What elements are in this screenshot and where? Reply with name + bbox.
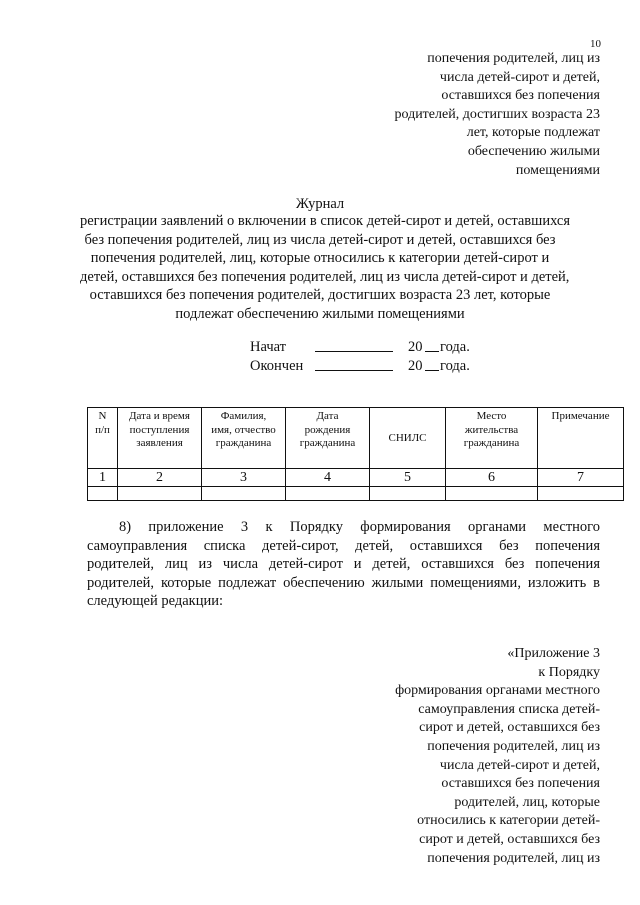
started-date-blank bbox=[315, 351, 393, 352]
header-line: родителей, достигших возраста 23 bbox=[394, 106, 600, 122]
header-line: «Приложение 3 bbox=[507, 646, 600, 661]
table-cell bbox=[286, 487, 370, 501]
table-cell bbox=[88, 487, 118, 501]
header-cell bbox=[286, 408, 370, 469]
header-text: гражданина bbox=[215, 437, 272, 449]
finished-year-blank bbox=[425, 370, 439, 371]
table-cell bbox=[202, 487, 286, 501]
paragraph-line: 8) приложение 3 к Порядку формирования органами местного bbox=[119, 519, 600, 535]
subtitle-line: регистрации заявлений о включении в список детей-сирот и детей, оставшихся bbox=[80, 213, 571, 229]
header-line: попечения родителей, лиц из bbox=[427, 850, 600, 866]
header-line: родителей, лиц, которые bbox=[454, 794, 600, 810]
finished-label: Окончен bbox=[250, 357, 304, 374]
table-cell: 6 bbox=[446, 469, 538, 487]
table-cell: 1 bbox=[88, 469, 118, 487]
paragraph-line: самоуправления списка детей-сирот, детей, оставшихся без попечения bbox=[87, 537, 600, 554]
table-cell bbox=[118, 487, 202, 501]
table-header-row bbox=[88, 408, 624, 469]
header-line: числа детей-сирот и детей, bbox=[439, 757, 600, 773]
header-line: сирот и детей, оставшихся без bbox=[419, 831, 600, 847]
finished-date-blank bbox=[315, 370, 393, 371]
paragraph-line: родителей, лиц из числа детей-сирот и детей, оставшихся без попечения bbox=[87, 556, 600, 572]
table-cell bbox=[538, 487, 624, 501]
table-cell bbox=[370, 487, 446, 501]
header-cell bbox=[370, 408, 446, 469]
subtitle-line: детей, оставшихся без попечения родителей, лиц из числа детей-сирот и детей, bbox=[80, 268, 570, 285]
table-cell: 2 bbox=[118, 469, 202, 487]
table-cell bbox=[446, 487, 538, 501]
table-cell: 5 bbox=[370, 469, 446, 487]
amendment-paragraph bbox=[87, 518, 600, 611]
header-text: рождения bbox=[304, 423, 351, 436]
table-numbering-row bbox=[88, 469, 624, 487]
table-cell: 4 bbox=[286, 469, 370, 487]
header-line: обеспечению жилыми bbox=[467, 143, 600, 159]
header-line: оставшихся без попечения bbox=[441, 776, 600, 792]
header-line: относились к категории детей- bbox=[417, 813, 600, 829]
header-cell bbox=[202, 408, 286, 469]
table-row bbox=[88, 487, 624, 501]
header-cell bbox=[446, 408, 538, 469]
header-text: СНИЛС bbox=[388, 432, 427, 445]
header-text: гражданина bbox=[463, 437, 520, 449]
journal-subtitle bbox=[80, 212, 571, 324]
started-year-blank bbox=[425, 351, 439, 352]
header-line: оставшихся без попечения bbox=[441, 88, 600, 104]
header-text: Дата и время bbox=[129, 410, 190, 422]
appendix-header-continuation bbox=[394, 50, 600, 180]
table-cell: 7 bbox=[538, 469, 624, 487]
finished-year-prefix: 20 bbox=[408, 357, 423, 374]
header-text: жительства bbox=[464, 423, 519, 436]
header-text: гражданина bbox=[299, 437, 356, 449]
header-text: Примечание bbox=[551, 410, 610, 422]
paragraph-line: следующей редакции: bbox=[87, 593, 224, 609]
subtitle-line: оставшихся без попечения родителей, достигших возраста 23 лет, которые bbox=[89, 287, 551, 304]
header-text: Фамилия, bbox=[220, 410, 267, 422]
subtitle-line: попечения родителей, лиц, которые относились к категории детей-сирот и bbox=[90, 250, 550, 267]
table-cell: 3 bbox=[202, 469, 286, 487]
finished-year-suffix: года. bbox=[440, 357, 470, 374]
header-text: Место bbox=[476, 410, 507, 422]
header-line: числа детей-сирот и детей, bbox=[439, 69, 600, 85]
header-line: попечения родителей, лиц из bbox=[427, 51, 600, 66]
appendix-3-header bbox=[395, 645, 600, 868]
header-text: п/п bbox=[95, 423, 110, 436]
header-text: имя, отчество bbox=[211, 423, 276, 436]
header-text: N bbox=[98, 410, 107, 422]
header-text: заявления bbox=[136, 437, 183, 449]
page-number: 10 bbox=[590, 38, 601, 50]
header-line: самоуправления списка детей- bbox=[418, 701, 600, 717]
subtitle-line: без попечения родителей, лиц из числа детей-сирот и детей, оставшихся без bbox=[84, 231, 556, 248]
header-text: поступления bbox=[129, 423, 190, 436]
started-year-prefix: 20 bbox=[408, 339, 423, 355]
journal-title: Журнал bbox=[295, 196, 345, 212]
header-text: Дата bbox=[316, 410, 339, 422]
paragraph-line: родителей, которые подлежат обеспечению жилыми помещениями, изложить в bbox=[87, 574, 600, 591]
subtitle-line: подлежат обеспечению жилыми помещениями bbox=[175, 305, 465, 322]
header-cell bbox=[538, 408, 624, 469]
header-cell bbox=[118, 408, 202, 469]
header-line: сирот и детей, оставшихся без bbox=[419, 720, 600, 736]
journal-table bbox=[87, 407, 624, 501]
header-line: лет, которые подлежат bbox=[466, 125, 600, 141]
header-line: к Порядку bbox=[538, 664, 600, 680]
header-line: попечения родителей, лиц из bbox=[427, 738, 600, 754]
header-line: помещениями bbox=[515, 162, 600, 178]
header-line: формирования органами местного bbox=[395, 683, 600, 699]
started-year-suffix: года. bbox=[440, 339, 470, 355]
started-label: Начат bbox=[250, 339, 287, 355]
header-cell bbox=[88, 408, 118, 469]
